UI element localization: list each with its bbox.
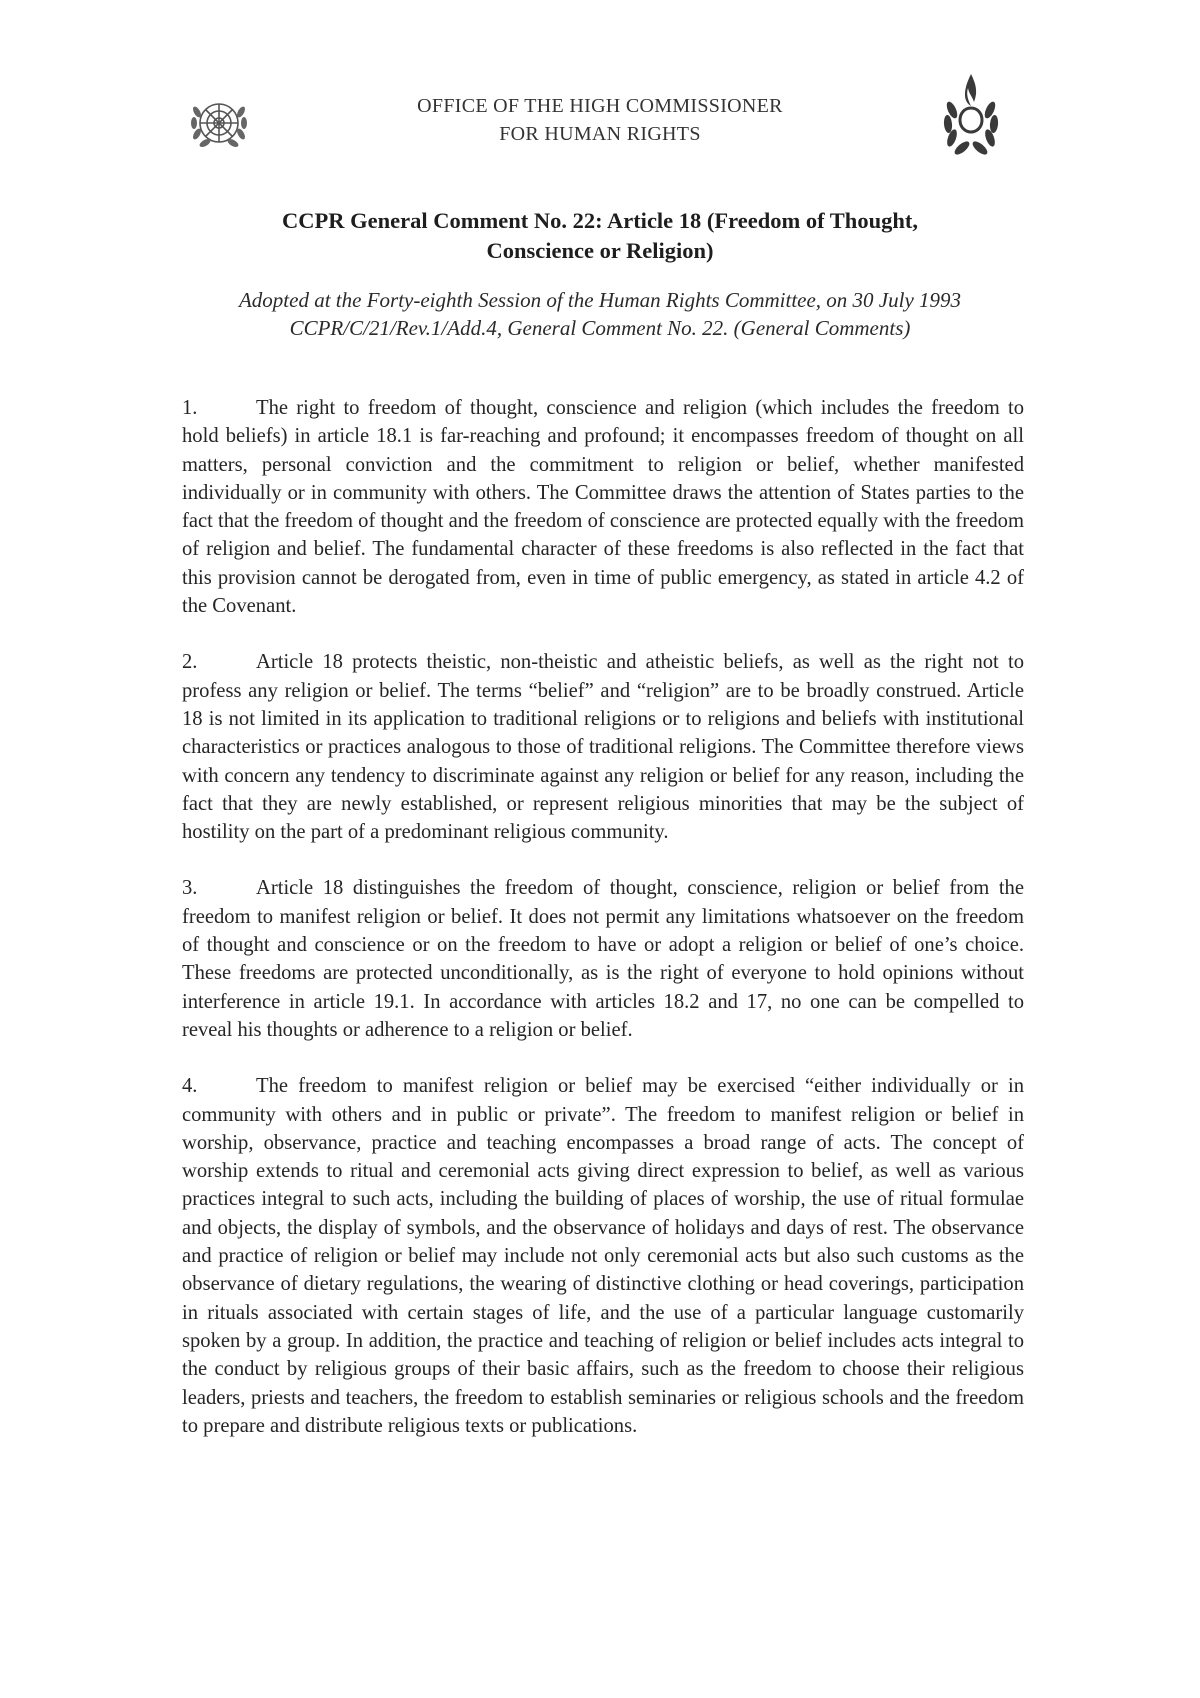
paragraph-text: Article 18 distinguishes the freedom of thought, conscience, religion or belief from the freedom to manifest religion or belief. It does not permit any limitations whatsoever on the freedom of thought and conscience or on the freedom to have or adopt a religion or belief of one’s choice. These freedoms are protected unconditionally, as is the right of everyone to hold opinions without interference in article 19.1. In accordance with articles 18.2 and 17, no one can be compelled to reveal his thoughts or adherence to a religion or belief.	[182, 877, 1024, 1041]
office-name-line2: FOR HUMAN RIGHTS	[499, 123, 701, 145]
paragraph-number: 4.	[182, 1075, 198, 1098]
document-title	[160, 206, 1040, 266]
letterhead	[0, 88, 1200, 168]
office-name	[300, 92, 900, 148]
paragraph-text: The right to freedom of thought, conscience and religion (which includes the freedom to hold beliefs) in article 18.1 is far-reaching and profound; it encompasses freedom of thought on all matters, personal conviction and the commitment to religion or belief, whether manifested individually or in community with others. The Committee draws the attention of States parties to the fact that the freedom of thought and the freedom of conscience are protected equally with the freedom of religion and belief. The fundamental character of these freedoms is also reflected in the fact that this provision cannot be derogated from, even in time of public emergency, as stated in article 4.2 of the Covenant.	[182, 397, 1024, 618]
paragraph-number: 2.	[182, 651, 198, 674]
document-title-line1: CCPR General Comment No. 22: Article 18 (Freedom of Thought,	[282, 208, 918, 233]
ohchr-flame-icon	[938, 70, 1004, 160]
document-subtitle	[140, 286, 1060, 342]
un-emblem-icon	[188, 92, 250, 154]
document-subtitle-line2: CCPR/C/21/Rev.1/Add.4, General Comment No. 22. (General Comments)	[289, 316, 911, 340]
paragraph-3	[182, 874, 1024, 1044]
paragraph-1	[182, 394, 1024, 620]
paragraph-4	[182, 1072, 1024, 1440]
document-subtitle-line1: Adopted at the Forty-eighth Session of the Human Rights Committee, on 30 July 1993	[238, 288, 962, 312]
paragraph-2	[182, 648, 1024, 846]
paragraph-number: 1.	[182, 397, 198, 419]
paragraph-number: 3.	[182, 877, 198, 900]
paragraph-text: The freedom to manifest religion or belief may be exercised “either individually or in community with others and in public or private”. The freedom to manifest religion or belief in worship, observance, practice and teaching encompasses a broad range of acts. The concept of worship extends to ritual and ceremonial acts giving direct expression to belief, as well as various practices integral to such acts, including the building of places of worship, the use of ritual formulae and objects, the display of symbols, and the observance of holidays and days of rest. The observance and practice of religion or belief may include not only ceremonial acts but also such customs as the observance of dietary regulations, the wearing of distinctive clothing or head coverings, participation in rituals associated with certain stages of life, and the use of a particular language customarily spoken by a group. In addition, the practice and teaching of religion or belief includes acts integral to the conduct by religious groups of their basic affairs, such as the freedom to choose their religious leaders, priests and teachers, the freedom to establish seminaries or religious schools and the freedom to prepare and distribute religious texts or publications.	[182, 1075, 1024, 1437]
document-body	[182, 394, 1024, 1468]
paragraph-text: Article 18 protects theistic, non-theistic and atheistic beliefs, as well as the right not to profess any religion or belief. The terms “belief” and “religion” are to be broadly construed. Article 18 is not limited in its application to traditional religions or to religions and beliefs with institutional characteristics or practices analogous to those of traditional religions. The Committee therefore views with concern any tendency to discriminate against any religion or belief for any reason, including the fact that they are newly established, or represent religious minorities that may be the subject of hostility on the part of a predominant religious community.	[182, 651, 1024, 844]
document-title-line2: Conscience or Religion)	[486, 238, 714, 263]
office-name-line1: OFFICE OF THE HIGH COMMISSIONER	[417, 95, 783, 117]
